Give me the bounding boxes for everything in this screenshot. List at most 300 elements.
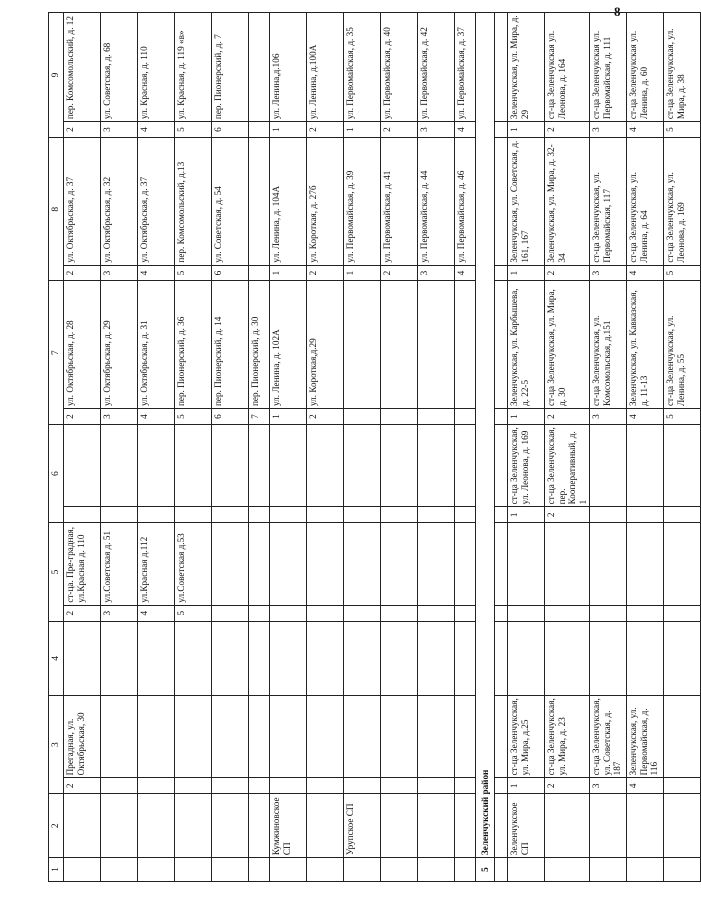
table-row bbox=[418, 13, 455, 882]
address-cell: ст-ца Зеленчукская, ул. Мира, д. 38 bbox=[664, 13, 701, 122]
address-cell: ст-ца Зеленчукская ул. Первомайская, д. 111 bbox=[590, 13, 627, 122]
item-number-cell bbox=[381, 507, 418, 523]
address-cell: ст-ца Зеленчукская, ул. Мира, д. 30 bbox=[545, 281, 590, 409]
item-number-cell bbox=[249, 507, 270, 523]
item-number-cell bbox=[418, 605, 455, 621]
item-number-cell: 2 bbox=[545, 409, 590, 425]
address-cell bbox=[101, 424, 138, 506]
address-cell bbox=[138, 696, 175, 778]
address-cell bbox=[64, 424, 101, 506]
item-number-cell bbox=[344, 409, 381, 425]
address-cell bbox=[212, 696, 249, 778]
address-cell: ст-ца Зеленчукская, ул. Ленина, д. 64 bbox=[627, 138, 664, 266]
item-number-cell: 2 bbox=[381, 122, 418, 138]
address-cell: ст-ца Зеленчукская ул. Ленина, д. 60 bbox=[627, 13, 664, 122]
settlement-cell bbox=[249, 794, 270, 858]
address-cell: Зеленчукская, ул. Мира, д. 29 bbox=[508, 13, 545, 122]
address-cell bbox=[307, 523, 344, 605]
address-cell: ст-ца Зеленчукская, ул. Леонова, д. 169 bbox=[508, 424, 545, 506]
item-number-cell: 6 bbox=[212, 409, 249, 425]
address-cell bbox=[627, 424, 664, 506]
item-number-cell bbox=[138, 507, 175, 523]
item-number-cell bbox=[590, 507, 627, 523]
address-cell bbox=[664, 523, 701, 605]
table-row bbox=[508, 13, 545, 882]
item-number-cell: 1 bbox=[508, 778, 545, 794]
empty-cell bbox=[270, 621, 307, 695]
item-number-cell: 4 bbox=[627, 122, 664, 138]
address-cell: пер. Пионерский, д. 30 bbox=[249, 281, 270, 409]
address-cell: Зеленчукская, ул. Мира, д. 32-34 bbox=[545, 138, 590, 266]
item-number-cell bbox=[418, 778, 455, 794]
empty-cell bbox=[175, 621, 212, 695]
address-cell: ст-ца Зеленчукская ул. Леонова, д. 164 bbox=[545, 13, 590, 122]
row-number-cell bbox=[138, 858, 175, 882]
item-number-cell: 5 bbox=[664, 122, 701, 138]
item-number-cell: 2 bbox=[64, 778, 101, 794]
settlement-cell bbox=[64, 794, 101, 858]
settlement-cell: Зеленчукское СП bbox=[508, 794, 545, 858]
item-number-cell: 4 bbox=[627, 265, 664, 281]
table-row bbox=[455, 13, 476, 882]
address-cell: пер. Комсомольский, д. 12 bbox=[64, 13, 101, 122]
table-body bbox=[49, 13, 701, 882]
item-number-cell: 2 bbox=[545, 122, 590, 138]
item-number-cell bbox=[418, 409, 455, 425]
item-number-cell bbox=[344, 778, 381, 794]
table-row bbox=[270, 13, 307, 882]
item-number-cell: 3 bbox=[590, 409, 627, 425]
row-number-cell bbox=[455, 858, 476, 882]
item-number-cell bbox=[307, 605, 344, 621]
address-cell bbox=[212, 424, 249, 506]
item-number-cell: 2 bbox=[381, 265, 418, 281]
address-cell bbox=[270, 424, 307, 506]
address-cell bbox=[627, 523, 664, 605]
empty-cell bbox=[495, 621, 508, 695]
address-cell bbox=[418, 523, 455, 605]
item-number-cell bbox=[270, 605, 307, 621]
section-header-row bbox=[476, 13, 495, 882]
item-number-cell: 2 bbox=[307, 409, 344, 425]
item-number-cell: 1 bbox=[270, 409, 307, 425]
column-header: 7 bbox=[49, 281, 64, 424]
address-cell: ул. Советская, д. 54 bbox=[212, 138, 249, 266]
address-cell: пер. Пионерский, д. 36 bbox=[175, 281, 212, 409]
settlement-cell bbox=[545, 794, 590, 858]
item-number-cell bbox=[175, 778, 212, 794]
address-cell: ст-ца Зеленчукская, пер. Кооперативный, д. 1 bbox=[545, 424, 590, 506]
item-number-cell bbox=[344, 507, 381, 523]
table-row bbox=[381, 13, 418, 882]
address-cell bbox=[418, 281, 455, 409]
address-cell: ул.Красная д.112 bbox=[138, 523, 175, 605]
address-cell bbox=[270, 696, 307, 778]
empty-cell bbox=[455, 621, 476, 695]
address-cell: пер. Комсомольский, д.13 bbox=[175, 138, 212, 266]
item-number-cell: 3 bbox=[418, 265, 455, 281]
item-number-cell bbox=[249, 265, 270, 281]
address-cell: Зеленчукская, ул. Карбышева, д. 22-5 bbox=[508, 281, 545, 409]
item-number-cell: 2 bbox=[545, 265, 590, 281]
address-cell: Зеленчукская, ул. Кавказская, д. 11-13 bbox=[627, 281, 664, 409]
item-number-cell bbox=[344, 605, 381, 621]
address-cell: ст-ца Зеленчукская, ул. Первомайская, 117 bbox=[590, 138, 627, 266]
row-number-cell bbox=[175, 858, 212, 882]
empty-cell bbox=[495, 523, 508, 605]
settlement-cell bbox=[212, 794, 249, 858]
address-cell: ул. Ленина, д.100А bbox=[307, 13, 344, 122]
address-cell: ул. Октябрьская, д. 37 bbox=[138, 138, 175, 266]
item-number-cell: 5 bbox=[664, 265, 701, 281]
address-cell: ул. Советская, д. 68 bbox=[101, 13, 138, 122]
table-row bbox=[307, 13, 344, 882]
address-cell: пер. Пионерский, д. 7 bbox=[212, 13, 249, 122]
empty-cell bbox=[138, 621, 175, 695]
item-number-cell: 5 bbox=[175, 409, 212, 425]
address-cell bbox=[418, 424, 455, 506]
empty-cell bbox=[495, 138, 508, 266]
settlement-cell bbox=[138, 794, 175, 858]
spacer-row bbox=[495, 13, 508, 882]
rotated-table-wrapper bbox=[48, 12, 686, 882]
row-number-cell bbox=[249, 858, 270, 882]
item-number-cell: 2 bbox=[64, 122, 101, 138]
address-cell bbox=[138, 424, 175, 506]
table-row bbox=[138, 13, 175, 882]
address-cell bbox=[418, 696, 455, 778]
item-number-cell bbox=[101, 507, 138, 523]
settlement-cell bbox=[627, 794, 664, 858]
empty-cell bbox=[101, 621, 138, 695]
column-header: 3 bbox=[49, 696, 64, 794]
item-number-cell bbox=[101, 778, 138, 794]
address-cell bbox=[381, 281, 418, 409]
row-number-cell bbox=[64, 858, 101, 882]
address-cell: ул. Короткая, д. 27б bbox=[307, 138, 344, 266]
column-header: 8 bbox=[49, 138, 64, 281]
item-number-cell: 1 bbox=[508, 265, 545, 281]
address-cell bbox=[249, 138, 270, 266]
address-cell bbox=[344, 424, 381, 506]
item-number-cell: 3 bbox=[418, 122, 455, 138]
column-header: 4 bbox=[49, 621, 64, 695]
empty-cell bbox=[495, 122, 508, 138]
item-number-cell bbox=[418, 507, 455, 523]
item-number-cell: 4 bbox=[138, 605, 175, 621]
address-cell bbox=[455, 523, 476, 605]
row-number-cell bbox=[664, 858, 701, 882]
empty-cell bbox=[307, 621, 344, 695]
section-title: Зеленчукский район bbox=[476, 13, 495, 858]
address-cell bbox=[508, 523, 545, 605]
item-number-cell bbox=[664, 507, 701, 523]
item-number-cell: 5 bbox=[664, 409, 701, 425]
item-number-cell: 3 bbox=[101, 409, 138, 425]
empty-cell bbox=[495, 424, 508, 506]
address-cell bbox=[249, 523, 270, 605]
item-number-cell: 1 bbox=[508, 507, 545, 523]
item-number-cell bbox=[627, 605, 664, 621]
address-cell: Прегадная, ул. Октябрьская, 30 bbox=[64, 696, 101, 778]
address-cell: ул. Октябрьская, д. 37 bbox=[64, 138, 101, 266]
item-number-cell: 4 bbox=[455, 265, 476, 281]
empty-cell bbox=[495, 281, 508, 409]
settlement-cell bbox=[307, 794, 344, 858]
item-number-cell: 5 bbox=[175, 122, 212, 138]
address-cell: ул. Октябрьская, д. 31 bbox=[138, 281, 175, 409]
address-cell: ст-ца Зеленчукская, ул. Мира, д. 23 bbox=[545, 696, 590, 778]
item-number-cell: 3 bbox=[101, 122, 138, 138]
item-number-cell: 4 bbox=[627, 409, 664, 425]
item-number-cell: 4 bbox=[138, 265, 175, 281]
item-number-cell: 6 bbox=[212, 265, 249, 281]
empty-cell bbox=[212, 621, 249, 695]
item-number-cell bbox=[175, 507, 212, 523]
address-cell: ст-ца Зеленчукская, ул. Ленина, д. 55 bbox=[664, 281, 701, 409]
item-number-cell: 2 bbox=[545, 507, 590, 523]
row-number-cell bbox=[101, 858, 138, 882]
address-cell bbox=[381, 424, 418, 506]
address-cell bbox=[344, 696, 381, 778]
address-cell: ул. Первомайская, д. 44 bbox=[418, 138, 455, 266]
address-cell: ул. Красная, д. 119 «в» bbox=[175, 13, 212, 122]
settlement-cell: Кумжиновское СП bbox=[270, 794, 307, 858]
address-cell bbox=[307, 696, 344, 778]
address-cell: Зеленчукская, ул. Первомайская, д. 116 bbox=[627, 696, 664, 778]
table-row bbox=[101, 13, 138, 882]
item-number-cell: 4 bbox=[138, 122, 175, 138]
settlement-cell bbox=[381, 794, 418, 858]
item-number-cell bbox=[455, 409, 476, 425]
address-cell bbox=[664, 696, 701, 778]
item-number-cell: 3 bbox=[590, 122, 627, 138]
address-cell: ул. Первомайская, д. 41 bbox=[381, 138, 418, 266]
address-cell: ул. Ленина, д. 102А bbox=[270, 281, 307, 409]
item-number-cell: 2 bbox=[545, 778, 590, 794]
item-number-cell: 3 bbox=[101, 605, 138, 621]
item-number-cell bbox=[508, 605, 545, 621]
item-number-cell bbox=[307, 778, 344, 794]
address-cell bbox=[455, 424, 476, 506]
table-row bbox=[545, 13, 590, 882]
row-number-cell bbox=[627, 858, 664, 882]
address-cell: ул. Октябрьская, д. 28 bbox=[64, 281, 101, 409]
row-number-cell bbox=[270, 858, 307, 882]
address-cell: ст-ца. Пре-градная, ул.Красная д. 110 bbox=[64, 523, 101, 605]
column-header: 1 bbox=[49, 858, 64, 882]
item-number-cell: 2 bbox=[307, 265, 344, 281]
address-cell bbox=[455, 281, 476, 409]
item-number-cell: 2 bbox=[64, 605, 101, 621]
empty-cell bbox=[495, 265, 508, 281]
empty-cell bbox=[64, 621, 101, 695]
item-number-cell: 1 bbox=[270, 265, 307, 281]
address-cell: ул. Красная, д. 110 bbox=[138, 13, 175, 122]
table-row bbox=[249, 13, 270, 882]
empty-cell bbox=[495, 13, 508, 122]
table-row bbox=[344, 13, 381, 882]
row-number-cell bbox=[545, 858, 590, 882]
settlement-cell bbox=[175, 794, 212, 858]
item-number-cell bbox=[249, 605, 270, 621]
address-cell bbox=[249, 424, 270, 506]
item-number-cell bbox=[270, 778, 307, 794]
row-number-cell bbox=[590, 858, 627, 882]
empty-cell bbox=[545, 621, 590, 695]
address-cell bbox=[381, 696, 418, 778]
item-number-cell bbox=[381, 409, 418, 425]
item-number-cell: 1 bbox=[270, 122, 307, 138]
address-cell bbox=[664, 424, 701, 506]
page-number: 8 bbox=[614, 4, 621, 19]
item-number-cell: 3 bbox=[590, 778, 627, 794]
address-cell: ул. Октябрьская, д. 29 bbox=[101, 281, 138, 409]
empty-cell bbox=[664, 621, 701, 695]
empty-cell bbox=[495, 409, 508, 425]
empty-cell bbox=[590, 621, 627, 695]
row-number-cell bbox=[212, 858, 249, 882]
item-number-cell: 7 bbox=[249, 409, 270, 425]
item-number-cell bbox=[455, 605, 476, 621]
item-number-cell: 4 bbox=[138, 409, 175, 425]
address-cell bbox=[175, 696, 212, 778]
item-number-cell: 4 bbox=[627, 778, 664, 794]
item-number-cell: 3 bbox=[590, 265, 627, 281]
item-number-cell bbox=[249, 122, 270, 138]
address-cell bbox=[344, 523, 381, 605]
empty-cell bbox=[495, 696, 508, 778]
column-header: 2 bbox=[49, 794, 64, 858]
item-number-cell: 5 bbox=[175, 265, 212, 281]
empty-cell bbox=[418, 621, 455, 695]
item-number-cell: 6 bbox=[212, 122, 249, 138]
address-cell: ул. Октябрьская, д. 32 bbox=[101, 138, 138, 266]
addresses-table bbox=[48, 12, 701, 882]
address-cell bbox=[381, 523, 418, 605]
item-number-cell bbox=[381, 605, 418, 621]
settlement-cell bbox=[664, 794, 701, 858]
item-number-cell bbox=[307, 507, 344, 523]
settlement-cell bbox=[418, 794, 455, 858]
settlement-cell bbox=[590, 794, 627, 858]
address-cell bbox=[344, 281, 381, 409]
address-cell bbox=[249, 13, 270, 122]
table-row bbox=[175, 13, 212, 882]
item-number-cell bbox=[545, 605, 590, 621]
row-number-cell bbox=[381, 858, 418, 882]
column-header-row bbox=[49, 13, 64, 882]
address-cell: ул. Первомайская, д. 40 bbox=[381, 13, 418, 122]
item-number-cell bbox=[64, 507, 101, 523]
address-cell bbox=[545, 523, 590, 605]
item-number-cell bbox=[455, 507, 476, 523]
address-cell: ул. Первомайская, д. 37 bbox=[455, 13, 476, 122]
item-number-cell: 1 bbox=[508, 122, 545, 138]
address-cell bbox=[175, 424, 212, 506]
item-number-cell: 2 bbox=[64, 409, 101, 425]
empty-cell bbox=[381, 621, 418, 695]
settlement-cell bbox=[455, 794, 476, 858]
column-header: 6 bbox=[49, 424, 64, 522]
row-number-cell bbox=[418, 858, 455, 882]
item-number-cell: 1 bbox=[508, 409, 545, 425]
item-number-cell bbox=[381, 778, 418, 794]
row-number-cell bbox=[508, 858, 545, 882]
item-number-cell bbox=[138, 778, 175, 794]
address-cell: ст-ца Зеленчукская, ул. Комсомольская, д.151 bbox=[590, 281, 627, 409]
address-cell: пер. Пионерский, д. 14 bbox=[212, 281, 249, 409]
settlement-cell: Урупское СП bbox=[344, 794, 381, 858]
item-number-cell: 1 bbox=[344, 122, 381, 138]
item-number-cell: 3 bbox=[101, 265, 138, 281]
address-cell bbox=[270, 523, 307, 605]
table-row bbox=[627, 13, 664, 882]
row-number-cell bbox=[344, 858, 381, 882]
section-number: 5 bbox=[476, 858, 495, 882]
item-number-cell bbox=[270, 507, 307, 523]
address-cell: ст-ца Зеленчукская, ул. Леонова, д. 169 bbox=[664, 138, 701, 266]
item-number-cell: 2 bbox=[64, 265, 101, 281]
empty-cell bbox=[495, 778, 508, 794]
item-number-cell: 4 bbox=[455, 122, 476, 138]
address-cell bbox=[307, 424, 344, 506]
address-cell: ст-ца Зеленчукская, ул. Мира, д.25 bbox=[508, 696, 545, 778]
item-number-cell bbox=[664, 778, 701, 794]
address-cell: ул. Ленина, д. 104А bbox=[270, 138, 307, 266]
address-cell bbox=[590, 523, 627, 605]
empty-cell bbox=[495, 794, 508, 858]
address-cell bbox=[249, 696, 270, 778]
item-number-cell bbox=[212, 605, 249, 621]
row-number-cell bbox=[307, 858, 344, 882]
item-number-cell: 5 bbox=[175, 605, 212, 621]
item-number-cell bbox=[212, 778, 249, 794]
address-cell: ул.Советская д. 51 bbox=[101, 523, 138, 605]
table-row bbox=[212, 13, 249, 882]
address-cell bbox=[101, 696, 138, 778]
empty-cell bbox=[495, 605, 508, 621]
item-number-cell bbox=[590, 605, 627, 621]
empty-cell bbox=[508, 621, 545, 695]
table-row bbox=[664, 13, 701, 882]
empty-cell bbox=[495, 507, 508, 523]
address-cell: ул.Советская д.53 bbox=[175, 523, 212, 605]
empty-cell bbox=[627, 621, 664, 695]
address-cell: Зеленчукская, ул. Советская, д. 161, 167 bbox=[508, 138, 545, 266]
table-row bbox=[590, 13, 627, 882]
address-cell: ул. Первомайская, д. 46 bbox=[455, 138, 476, 266]
address-cell: ул. Короткая,д.29 bbox=[307, 281, 344, 409]
item-number-cell bbox=[249, 778, 270, 794]
address-cell: ул. Ленина,д.106 bbox=[270, 13, 307, 122]
empty-cell bbox=[249, 621, 270, 695]
item-number-cell bbox=[212, 507, 249, 523]
item-number-cell bbox=[664, 605, 701, 621]
address-cell: ул. Первомайская, д. 42 bbox=[418, 13, 455, 122]
column-header: 5 bbox=[49, 523, 64, 621]
address-cell: ст-ца Зеленчукская, ул. Советская, д. 187 bbox=[590, 696, 627, 778]
empty-cell bbox=[344, 621, 381, 695]
item-number-cell bbox=[627, 507, 664, 523]
settlement-cell bbox=[101, 794, 138, 858]
address-cell: ул. Первомайская, д. 35 bbox=[344, 13, 381, 122]
column-header: 9 bbox=[49, 13, 64, 138]
address-cell: ул. Первомайская, д. 39 bbox=[344, 138, 381, 266]
item-number-cell bbox=[455, 778, 476, 794]
item-number-cell: 2 bbox=[307, 122, 344, 138]
empty-cell bbox=[495, 858, 508, 882]
